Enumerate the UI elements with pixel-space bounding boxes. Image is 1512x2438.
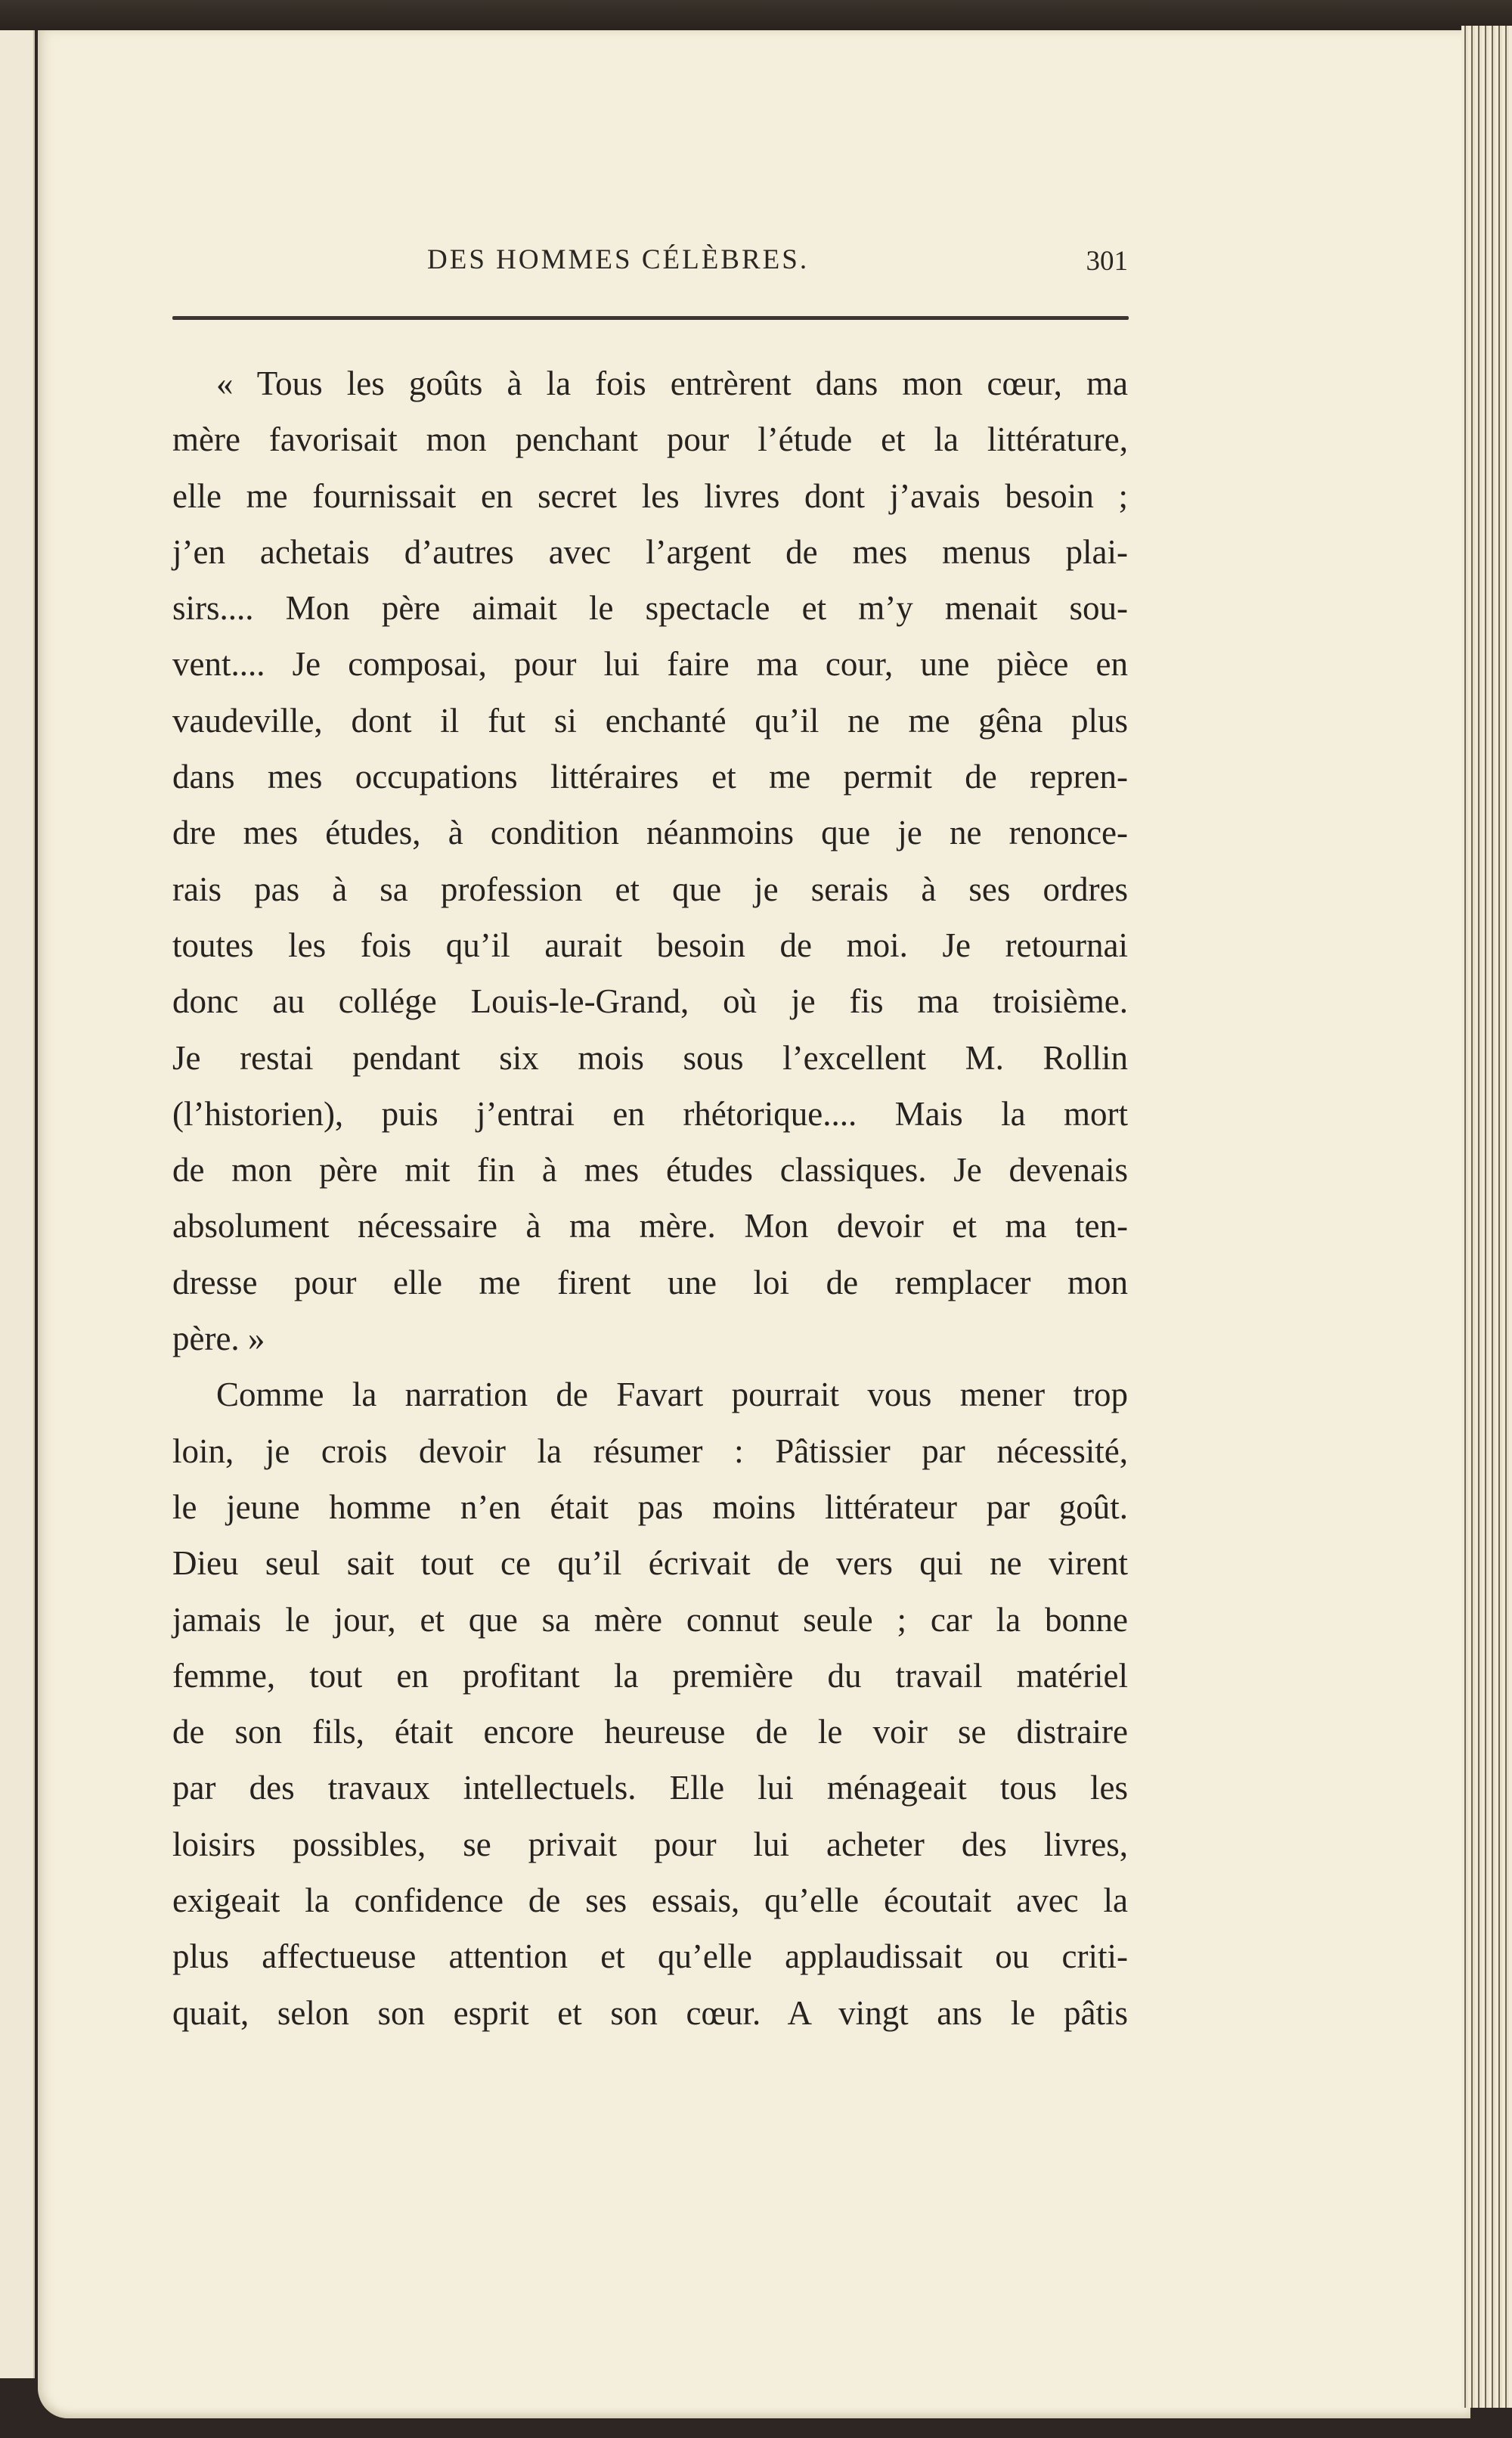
text-line: le jeune homme n’en était pas moins littérateur par goût.: [172, 1487, 1128, 1526]
page-stack-edges: [1461, 26, 1512, 2408]
text-line: jamais le jour, et que sa mère connut seule ; car la bonne: [172, 1600, 1128, 1639]
body-text: [172, 355, 1128, 2041]
text-line: vaudeville, dont il fut si enchanté qu’il ne me gêna plus: [172, 701, 1128, 740]
text-line: (l’historien), puis j’entrai en rhétorique.... Mais la mort: [172, 1094, 1128, 1133]
text-line: exigeait la confidence de ses essais, qu’elle écoutait avec la: [172, 1881, 1128, 1920]
header-rule: [172, 316, 1129, 320]
text-line: de son fils, était encore heureuse de le voir se distraire: [172, 1713, 1128, 1751]
text-line: rais pas à sa profession et que je serais à ses ordres: [172, 870, 1128, 908]
text-line: sirs.... Mon père aimait le spectacle et m’y menait sou-: [172, 589, 1128, 628]
text-line: donc au collége Louis-le-Grand, où je fis ma troisième.: [172, 982, 1128, 1021]
previous-page-edge: [0, 30, 35, 2378]
book-cover-top: [0, 0, 1512, 30]
text-line: loin, je crois devoir la résumer : Pâtissier par nécessité,: [172, 1431, 1128, 1470]
text-line: absolument nécessaire à ma mère. Mon devoir et ma ten-: [172, 1207, 1128, 1245]
text-line: de mon père mit fin à mes études classiques. Je devenais: [172, 1151, 1128, 1190]
text-line: elle me fournissait en secret les livres dont j’avais besoin ;: [172, 476, 1128, 515]
text-line: j’en achetais d’autres avec l’argent de mes menus plai-: [172, 532, 1128, 571]
text-line: Je restai pendant six mois sous l’excellent M. Rollin: [172, 1038, 1128, 1077]
text-line: dre mes études, à condition néanmoins que je ne renonce-: [172, 814, 1128, 852]
text-line: dans mes occupations littéraires et me permit de repren-: [172, 758, 1128, 796]
text-line: quait, selon son esprit et son cœur. A vingt ans le pâtis: [172, 1993, 1128, 2032]
running-title: DES HOMMES CÉLÈBRES.: [427, 244, 810, 275]
text-line: plus affectueuse attention et qu’elle applaudissait ou criti-: [172, 1937, 1128, 1976]
text-line: femme, tout en profitant la première du travail matériel: [172, 1656, 1128, 1695]
text-line: mère favorisait mon penchant pour l’étude et la littérature,: [172, 420, 1128, 459]
text-line: Dieu seul sait tout ce qu’il écrivait de vers qui ne virent: [172, 1544, 1128, 1583]
text-line: dresse pour elle me firent une loi de remplacer mon: [172, 1263, 1128, 1301]
page-number: 301: [1086, 246, 1128, 277]
text-line: par des travaux intellectuels. Elle lui ménageait tous les: [172, 1769, 1128, 1807]
text-line: « Tous les goûts à la fois entrèrent dans mon cœur, ma: [216, 364, 1128, 402]
text-line: père. »: [172, 1320, 265, 1358]
page-header: [174, 243, 1128, 286]
text-line: toutes les fois qu’il aurait besoin de moi. Je retournai: [172, 926, 1128, 964]
text-line: Comme la narration de Favart pourrait vous mener trop: [216, 1376, 1128, 1414]
text-line: vent.... Je composai, pour lui faire ma cour, une pièce en: [172, 645, 1128, 684]
text-line: loisirs possibles, se privait pour lui acheter des livres,: [172, 1825, 1128, 1863]
